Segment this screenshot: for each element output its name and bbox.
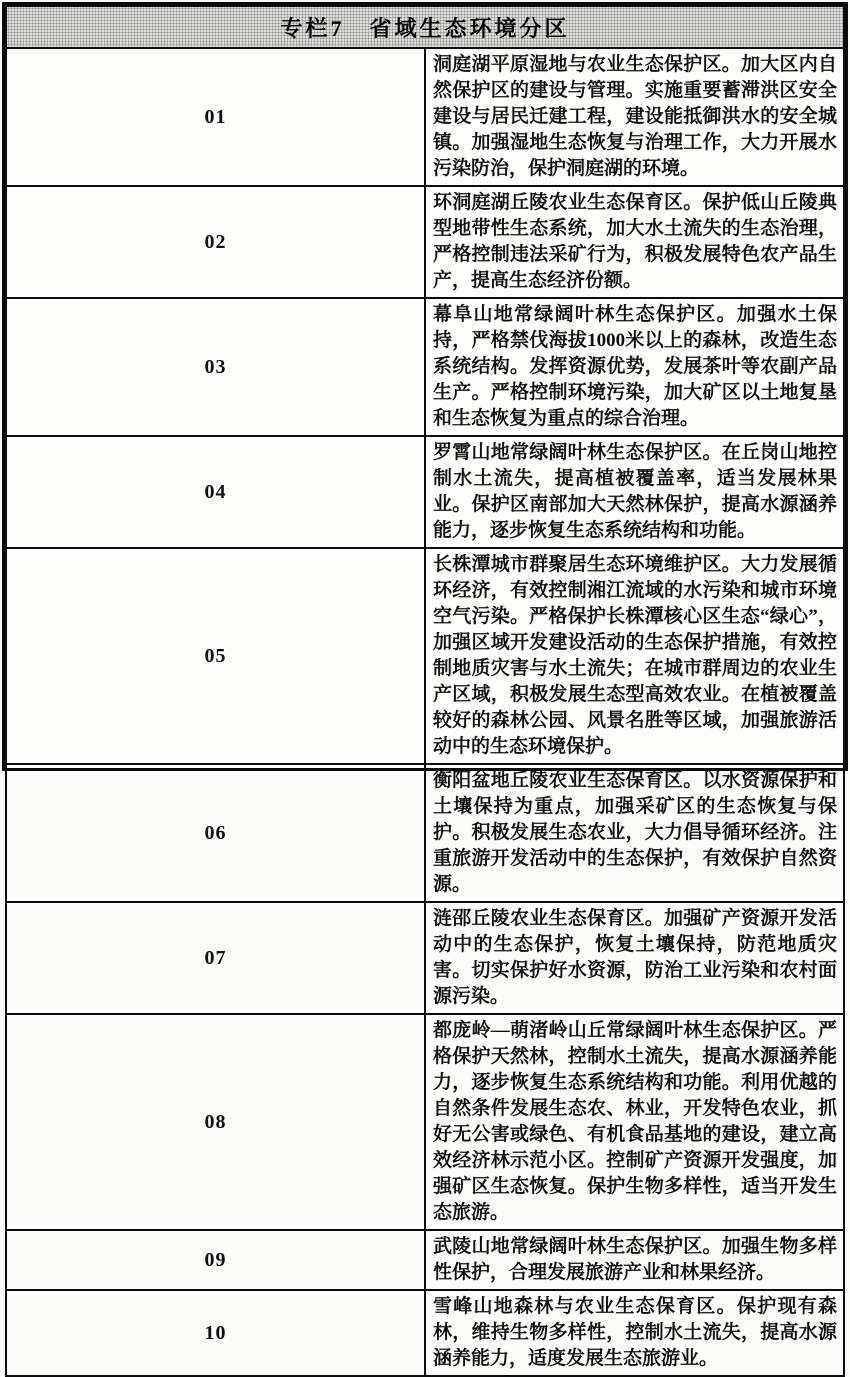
row-text: 衡阳盆地丘陵农业生态保育区。以水资源保护和土壤保持为重点，加强采矿区的生态恢复与保护。积极发展生态农业，大力倡导循环经济。注重旅游开发活动中的生态保护，有效保护自然资源。 <box>425 764 844 902</box>
row-number: 04 <box>6 436 425 548</box>
table-row <box>6 48 844 186</box>
row-number: 02 <box>6 186 425 298</box>
table-row <box>6 436 844 548</box>
table-header-row <box>6 6 844 48</box>
row-text: 环洞庭湖丘陵农业生态保育区。保护低山丘陵典型地带性生态系统，加大水土流失的生态治理，严格控制违法采矿行为，积极发展特色农产品生产，提高生态经济份额。 <box>425 186 844 298</box>
table-row <box>6 548 844 764</box>
row-text: 雪峰山地森林与农业生态保育区。保护现有森林，维持生物多样性，控制水土流失，提高水源涵养能力，适度发展生态旅游业。 <box>425 1290 844 1376</box>
row-number: 10 <box>6 1290 425 1376</box>
row-text: 罗霄山地常绿阔叶林生态保护区。在丘岗山地控制水土流失，提高植被覆盖率，适当发展林果业。保护区南部加大天然林保护，提高水源涵养能力，逐步恢复生态系统结构和功能。 <box>425 436 844 548</box>
row-text: 长株潭城市群聚居生态环境维护区。大力发展循环经济，有效控制湘江流域的水污染和城市环境空气污染。严格保护长株潭核心区生态“绿心”，加强区域开发建设活动的生态保护措施，有效控制地质灾害与水土流失；在城市群周边的农业生产区域，积极发展生态型高效农业。在植被覆盖较好的森林公园、风景名胜等区域，加强旅游活动中的生态环境保护。 <box>425 548 844 764</box>
row-text: 武陵山地常绿阔叶林生态保护区。加强生物多样性保护，合理发展旅游产业和林果经济。 <box>425 1230 844 1290</box>
eco-zoning-table <box>5 5 845 1377</box>
table-row <box>6 186 844 298</box>
row-number: 03 <box>6 298 425 436</box>
row-number: 07 <box>6 902 425 1014</box>
row-number: 06 <box>6 764 425 902</box>
row-text: 涟邵丘陵农业生态保育区。加强矿产资源开发活动中的生态保护，恢复土壤保持，防范地质灾害。切实保护好水资源，防治工业污染和农村面源污染。 <box>425 902 844 1014</box>
table-row <box>6 298 844 436</box>
table-row <box>6 1014 844 1230</box>
row-number: 05 <box>6 548 425 764</box>
row-number: 01 <box>6 48 425 186</box>
row-text: 洞庭湖平原湿地与农业生态保护区。加大区内自然保护区的建设与管理。实施重要蓄滞洪区安全建设与居民迁建工程，建设能抵御洪水的安全城镇。加强湿地生态恢复与治理工作，大力开展水污染防治，保护洞庭湖的环境。 <box>425 48 844 186</box>
row-number: 09 <box>6 1230 425 1290</box>
row-text: 都庞岭—萌渚岭山丘常绿阔叶林生态保护区。严格保护天然林，控制水土流失，提高水源涵养能力，逐步恢复生态系统结构和功能。利用优越的自然条件发展生态农、林业，开发特色农业，抓好无公害或绿色、有机食品基地的建设，建立高效经济林示范小区。控制矿产资源开发强度，加强矿区生态恢复。保护生物多样性，适当开发生态旅游。 <box>425 1014 844 1230</box>
table-row <box>6 1230 844 1290</box>
table-row <box>6 764 844 902</box>
row-number: 08 <box>6 1014 425 1230</box>
page-title: 专栏7 省域生态环境分区 <box>6 6 844 48</box>
scanned-table-frame <box>2 2 848 1369</box>
table-row <box>6 1290 844 1376</box>
row-text: 幕阜山地常绿阔叶林生态保护区。加强水土保持，严格禁伐海拔1000米以上的森林，改造生态系统结构。发挥资源优势，发展茶叶等农副产品生产。严格控制环境污染，加大矿区以土地复垦和生态恢复为重点的综合治理。 <box>425 298 844 436</box>
table-row <box>6 902 844 1014</box>
